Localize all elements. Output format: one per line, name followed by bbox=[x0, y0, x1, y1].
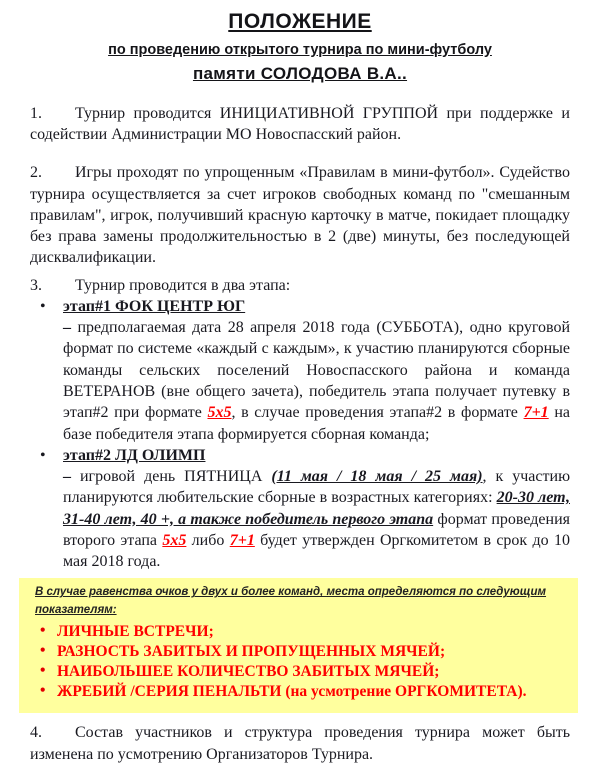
document-header bbox=[30, 8, 570, 86]
tiebreak-list bbox=[35, 622, 570, 703]
format-5x5: 5x5 bbox=[207, 404, 232, 422]
memorial-line: памяти СОЛОДОВА В.А.. bbox=[192, 64, 408, 84]
document-title: ПОЛОЖЕНИЕ bbox=[228, 10, 372, 33]
stage-2-text-4: либо bbox=[186, 531, 230, 549]
clause-2-text: Игры проходят по упрощенным «Правилам в мини-футбол». Судейство турнира осуществляется за счет игроков свободных команд по "смешанным правилам", игрок, получивший красную карточку в матче, покидает площадку без права замены продолжительностью в 2 (две) минуты, без последующей дисквалификации. bbox=[30, 164, 570, 267]
clause-3-text: Турнир проводится в два этапа: bbox=[75, 276, 291, 294]
tiebreak-header: В случае равенства очков у двух и более команд, места определяются по следующим показателям: bbox=[35, 586, 547, 616]
clause-1 bbox=[30, 103, 570, 146]
tiebreak-box bbox=[19, 578, 578, 713]
tiebreak-item bbox=[35, 662, 570, 682]
format-5x5: 5x5 bbox=[162, 531, 187, 549]
bullet-icon: • bbox=[40, 621, 46, 639]
stage-2-heading bbox=[40, 445, 570, 466]
format-7plus1: 7+1 bbox=[523, 404, 549, 422]
stage-1 bbox=[40, 296, 570, 445]
stages-list bbox=[40, 296, 570, 572]
clause-1-number: 1. bbox=[30, 104, 42, 122]
match-dates: (11 мая / 18 мая / 25 мая) bbox=[271, 468, 483, 486]
stage-2-text: игровой день ПЯТНИЦА bbox=[79, 468, 272, 486]
stage-1-text-2: , в случае проведения этапа#2 в формате bbox=[231, 404, 524, 422]
format-7plus1: 7+1 bbox=[229, 531, 255, 549]
bullet-icon: • bbox=[40, 297, 46, 315]
clause-4-text: Состав участников и структура проведения турнира может быть изменена по усмотрению Организаторов Турнира. bbox=[30, 724, 570, 763]
stage-2 bbox=[40, 445, 570, 573]
stage-1-heading bbox=[40, 296, 570, 317]
stage-2-text-2: , к участию планируются любительские сборные в возрастных категориях: bbox=[63, 468, 571, 507]
age-categories: 20-30 лет, 31-40 лет, 40 +, а также победитель первого этапа bbox=[63, 489, 570, 528]
clause-4 bbox=[30, 722, 570, 765]
tiebreak-item-text: НАИБОЛЬШЕЕ КОЛИЧЕСТВО ЗАБИТЫХ МЯЧЕЙ; bbox=[57, 663, 440, 681]
stage-2-text-5: будет утвержден Оргкомитетом в срок до 10 мая 2018 года. bbox=[63, 531, 570, 571]
clause-2 bbox=[30, 162, 570, 268]
bullet-icon: • bbox=[40, 642, 46, 660]
clause-3-number: 3. bbox=[30, 276, 42, 294]
clause-2-number: 2. bbox=[30, 164, 42, 182]
stage-1-text: предполагаемая дата 28 апреля 2018 года (СУББОТА), одно круговой формат по системе «каждый с каждым», к участию планируются сборные команды сельских поселений Новоспасского района и команда ВЕТЕРАНОВ (вне общего зачета), победитель этапа получает путевку в этап#2 при формате bbox=[63, 319, 571, 422]
bullet-icon: • bbox=[40, 446, 46, 464]
stage-2-details bbox=[63, 466, 570, 572]
stage-2-title: этап#2 ЛД ОЛИМП bbox=[63, 446, 206, 464]
bullet-icon: • bbox=[40, 662, 46, 680]
bullet-icon: • bbox=[40, 682, 46, 700]
tiebreak-item-text: ЛИЧНЫЕ ВСТРЕЧИ; bbox=[57, 622, 214, 640]
tiebreak-item bbox=[35, 622, 570, 642]
stage-2-text-3: формат проведения второго этапа bbox=[63, 510, 570, 549]
stage-1-text-3: на базе победителя этапа формируется сборная команда; bbox=[63, 404, 570, 443]
dash: – bbox=[63, 468, 80, 486]
clause-4-number: 4. bbox=[30, 724, 42, 742]
dash: – bbox=[63, 319, 78, 337]
clause-3 bbox=[30, 275, 570, 296]
tiebreak-item bbox=[35, 642, 570, 662]
stage-1-details bbox=[63, 317, 570, 445]
tiebreak-item-text: ЖРЕБИЙ /СЕРИЯ ПЕНАЛЬТИ (на усмотрение ОРГКОМИТЕТА). bbox=[57, 683, 527, 701]
document-subtitle: по проведению открытого турнира по мини-футболу bbox=[108, 41, 492, 58]
clause-1-text: Турнир проводится ИНИЦИАТИВНОЙ ГРУППОЙ при поддержке и содействии Администрации МО Новоспасский район. bbox=[30, 104, 570, 144]
stage-1-title: этап#1 ФОК ЦЕНТР ЮГ bbox=[63, 297, 246, 315]
tiebreak-item-text: РАЗНОСТЬ ЗАБИТЫХ И ПРОПУЩЕННЫХ МЯЧЕЙ; bbox=[57, 643, 446, 661]
tiebreak-item bbox=[35, 682, 570, 702]
